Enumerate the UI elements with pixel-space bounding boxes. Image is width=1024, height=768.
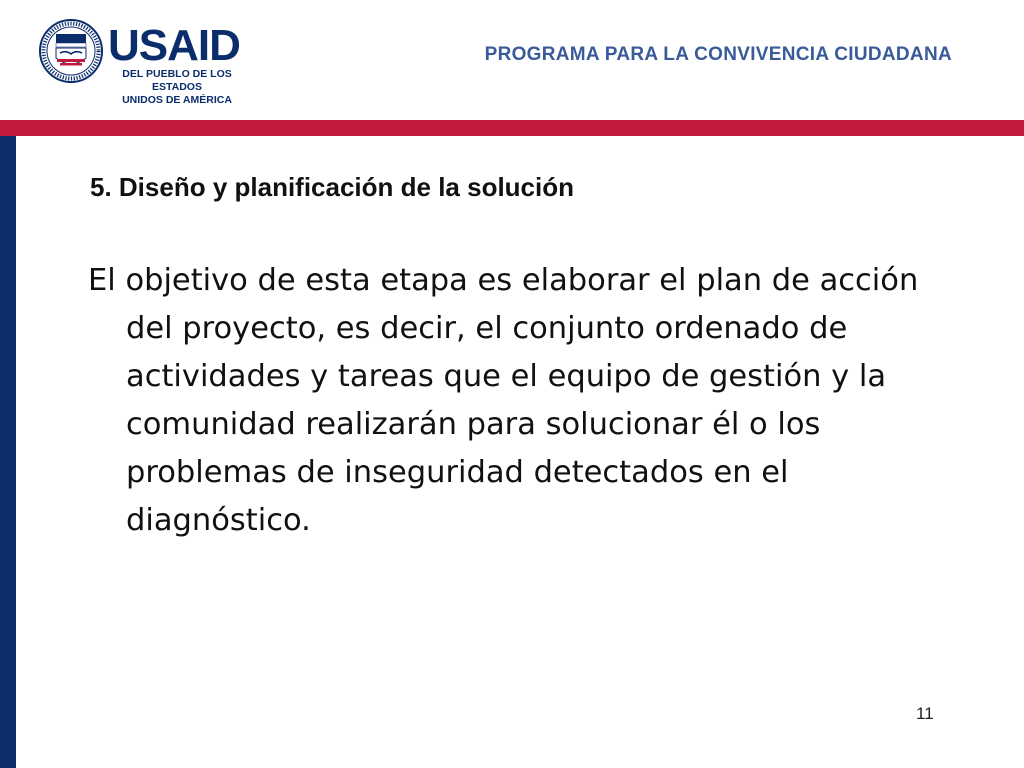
usaid-seal-icon [38,18,104,84]
program-title: PROGRAMA PARA LA CONVIVENCIA CIUDADANA [484,44,952,65]
body-paragraph: El objetivo de esta etapa es elaborar el plan de acción del proyecto, es decir, el conjunto ordenado de actividades y tareas que el equipo de gestión y la comunidad realizarán para solucionar él o los problemas de inseguridad detectados en el diagnóstico. [88,263,919,538]
usaid-subtitle [108,68,246,107]
section-title: 5. Diseño y planificación de la solución [90,172,575,202]
usaid-subtitle-line1: DEL PUEBLO DE LOS ESTADOS [122,68,232,93]
page-number: 11 [916,704,934,723]
header-red-band [0,120,1024,136]
left-blue-bar [0,136,16,768]
usaid-subtitle-line2: UNIDOS DE AMÉRICA [122,94,232,106]
usaid-wordmark: USAID [108,21,240,70]
header [0,0,1024,120]
